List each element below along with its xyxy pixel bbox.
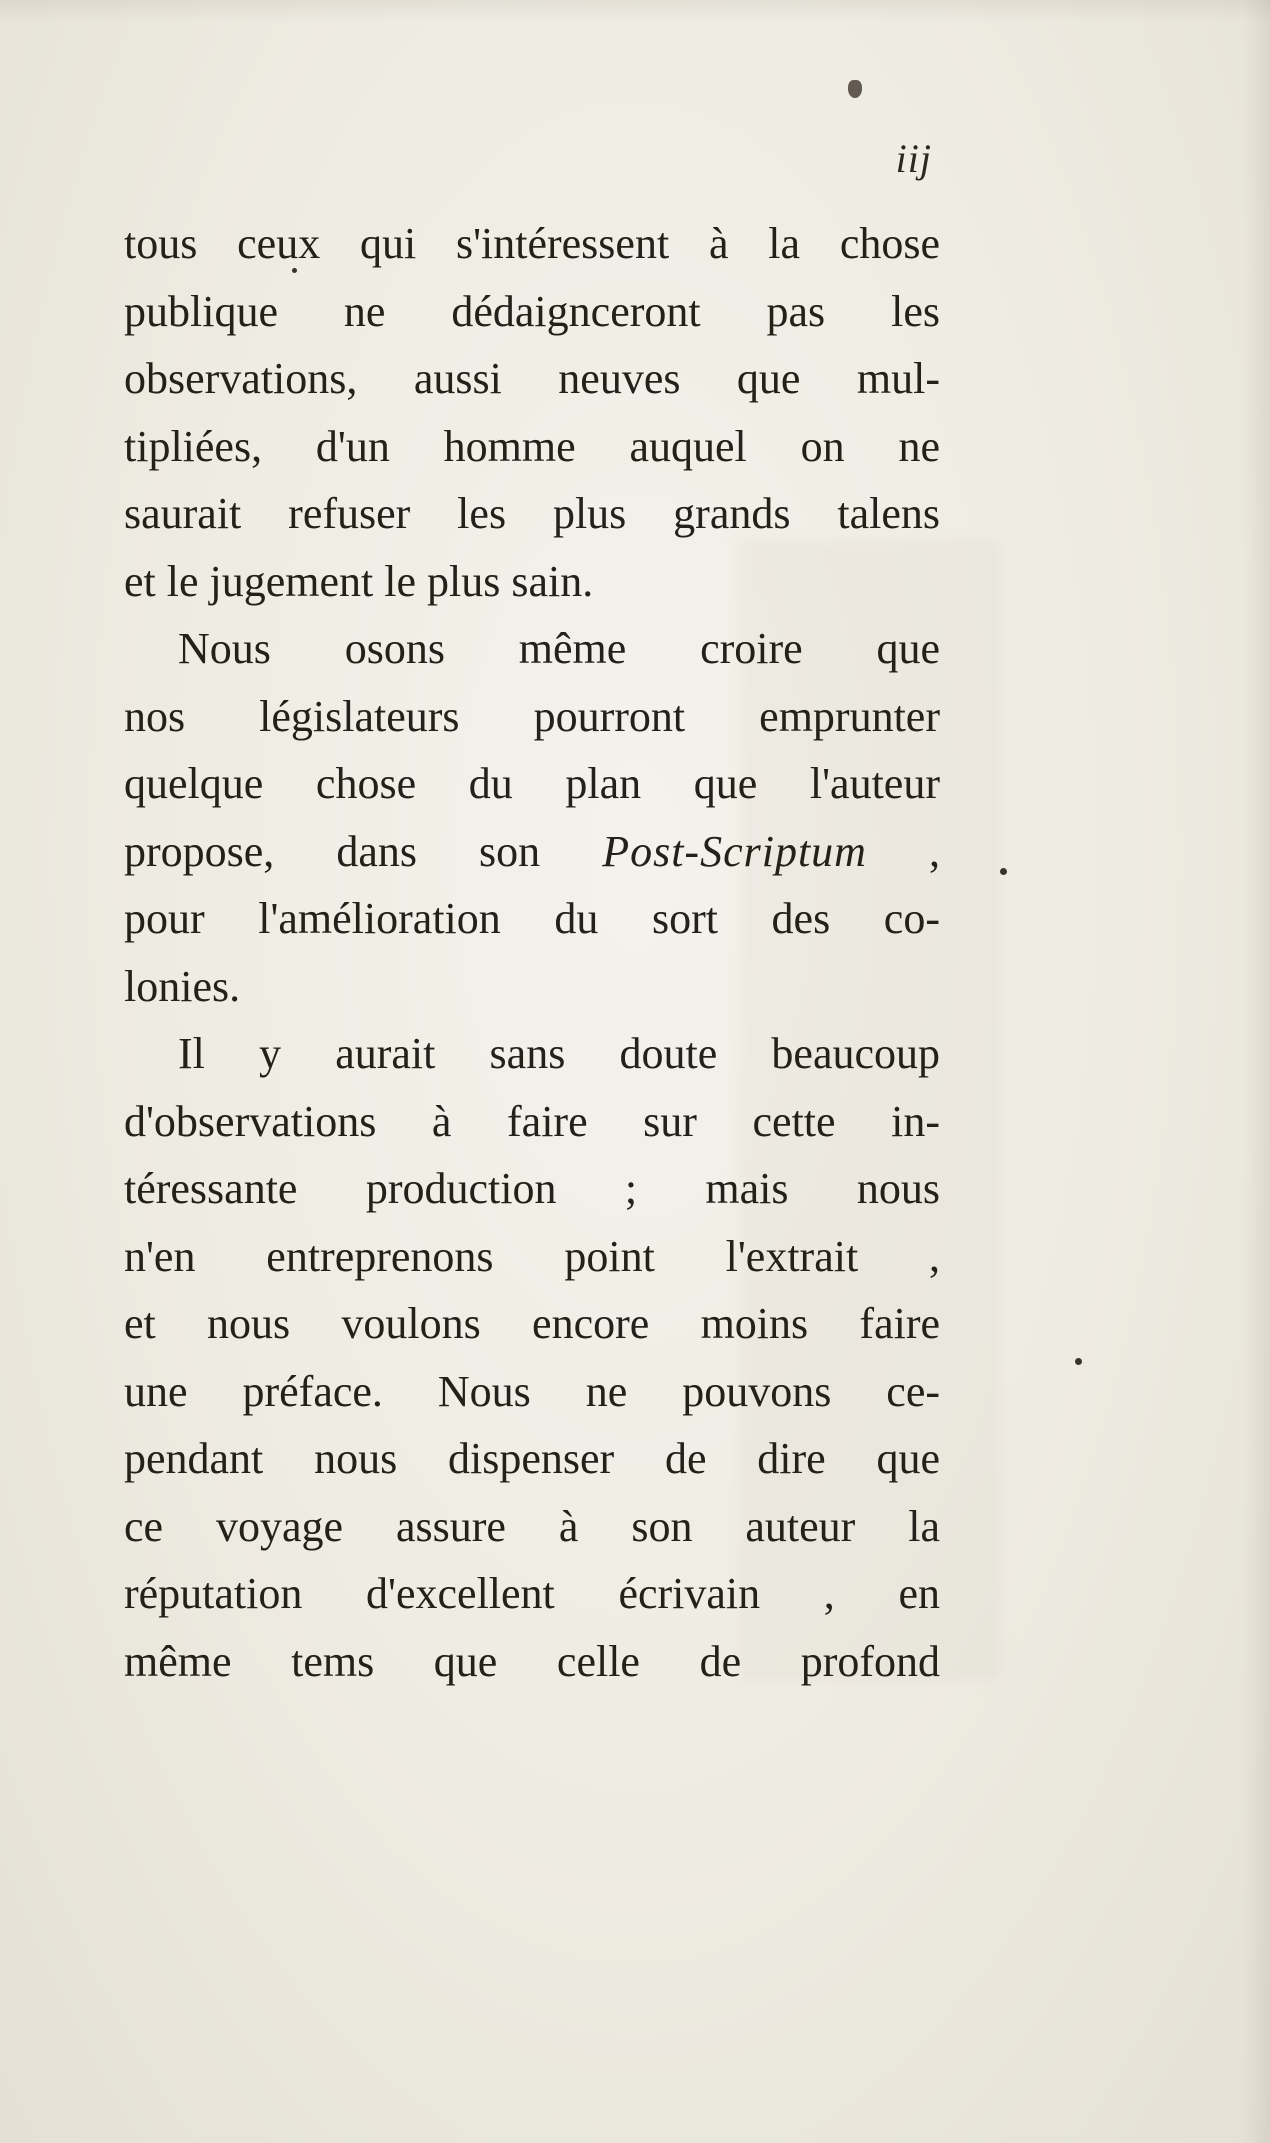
text-line: et le jugement le plus sain.: [124, 556, 594, 606]
text-line: tipliées, d'un homme auquel on ne: [124, 421, 940, 471]
text-line: quelque chose du plan que l'auteur: [124, 759, 940, 808]
text-line: n'en entreprenons point l'extrait ,: [124, 1231, 940, 1281]
text-line: pendant nous dispenser de dire que: [124, 1434, 940, 1483]
text-line: réputation d'excellent écrivain , en: [124, 1569, 940, 1618]
text-line: téressante production ; mais nous: [124, 1164, 940, 1213]
page-right-shadow: [1244, 0, 1270, 2143]
text-line: lonies.: [124, 961, 241, 1011]
header-ornament: [848, 80, 862, 98]
text-line: publique ne dédaignceront pas les: [124, 286, 940, 336]
page-top-shadow: [0, 0, 1270, 22]
text-line: nos législateurs pourront emprunter: [124, 691, 940, 741]
italic-title: Post-Scriptum: [602, 826, 867, 876]
paper-speck: [1075, 1358, 1082, 1365]
text-line: ce voyage assure à son auteur la: [124, 1501, 940, 1551]
text-line: une préface. Nous ne pouvons ce-: [124, 1366, 940, 1416]
paper-speck: [1000, 868, 1007, 875]
text-line: d'observations à faire sur cette in-: [124, 1096, 940, 1146]
body-text: [124, 210, 940, 1695]
text-line: Il y aurait sans doute beaucoup: [178, 1029, 940, 1078]
text-line: propose, dans son Post-Scriptum ,: [124, 826, 940, 876]
text-line: saurait refuser les plus grands talens: [124, 489, 940, 538]
text-line: pour l'amélioration du sort des co-: [124, 894, 940, 943]
text-line: tous ceux qui s'intéressent à la chose: [124, 219, 940, 268]
text-line: Nous osons même croire que: [178, 624, 940, 673]
text-line: observations, aussi neuves que mul-: [124, 354, 940, 403]
text-line: même tems que celle de profond: [124, 1636, 940, 1686]
text-line: et nous voulons encore moins faire: [124, 1299, 940, 1348]
page-number: iij: [895, 136, 932, 181]
